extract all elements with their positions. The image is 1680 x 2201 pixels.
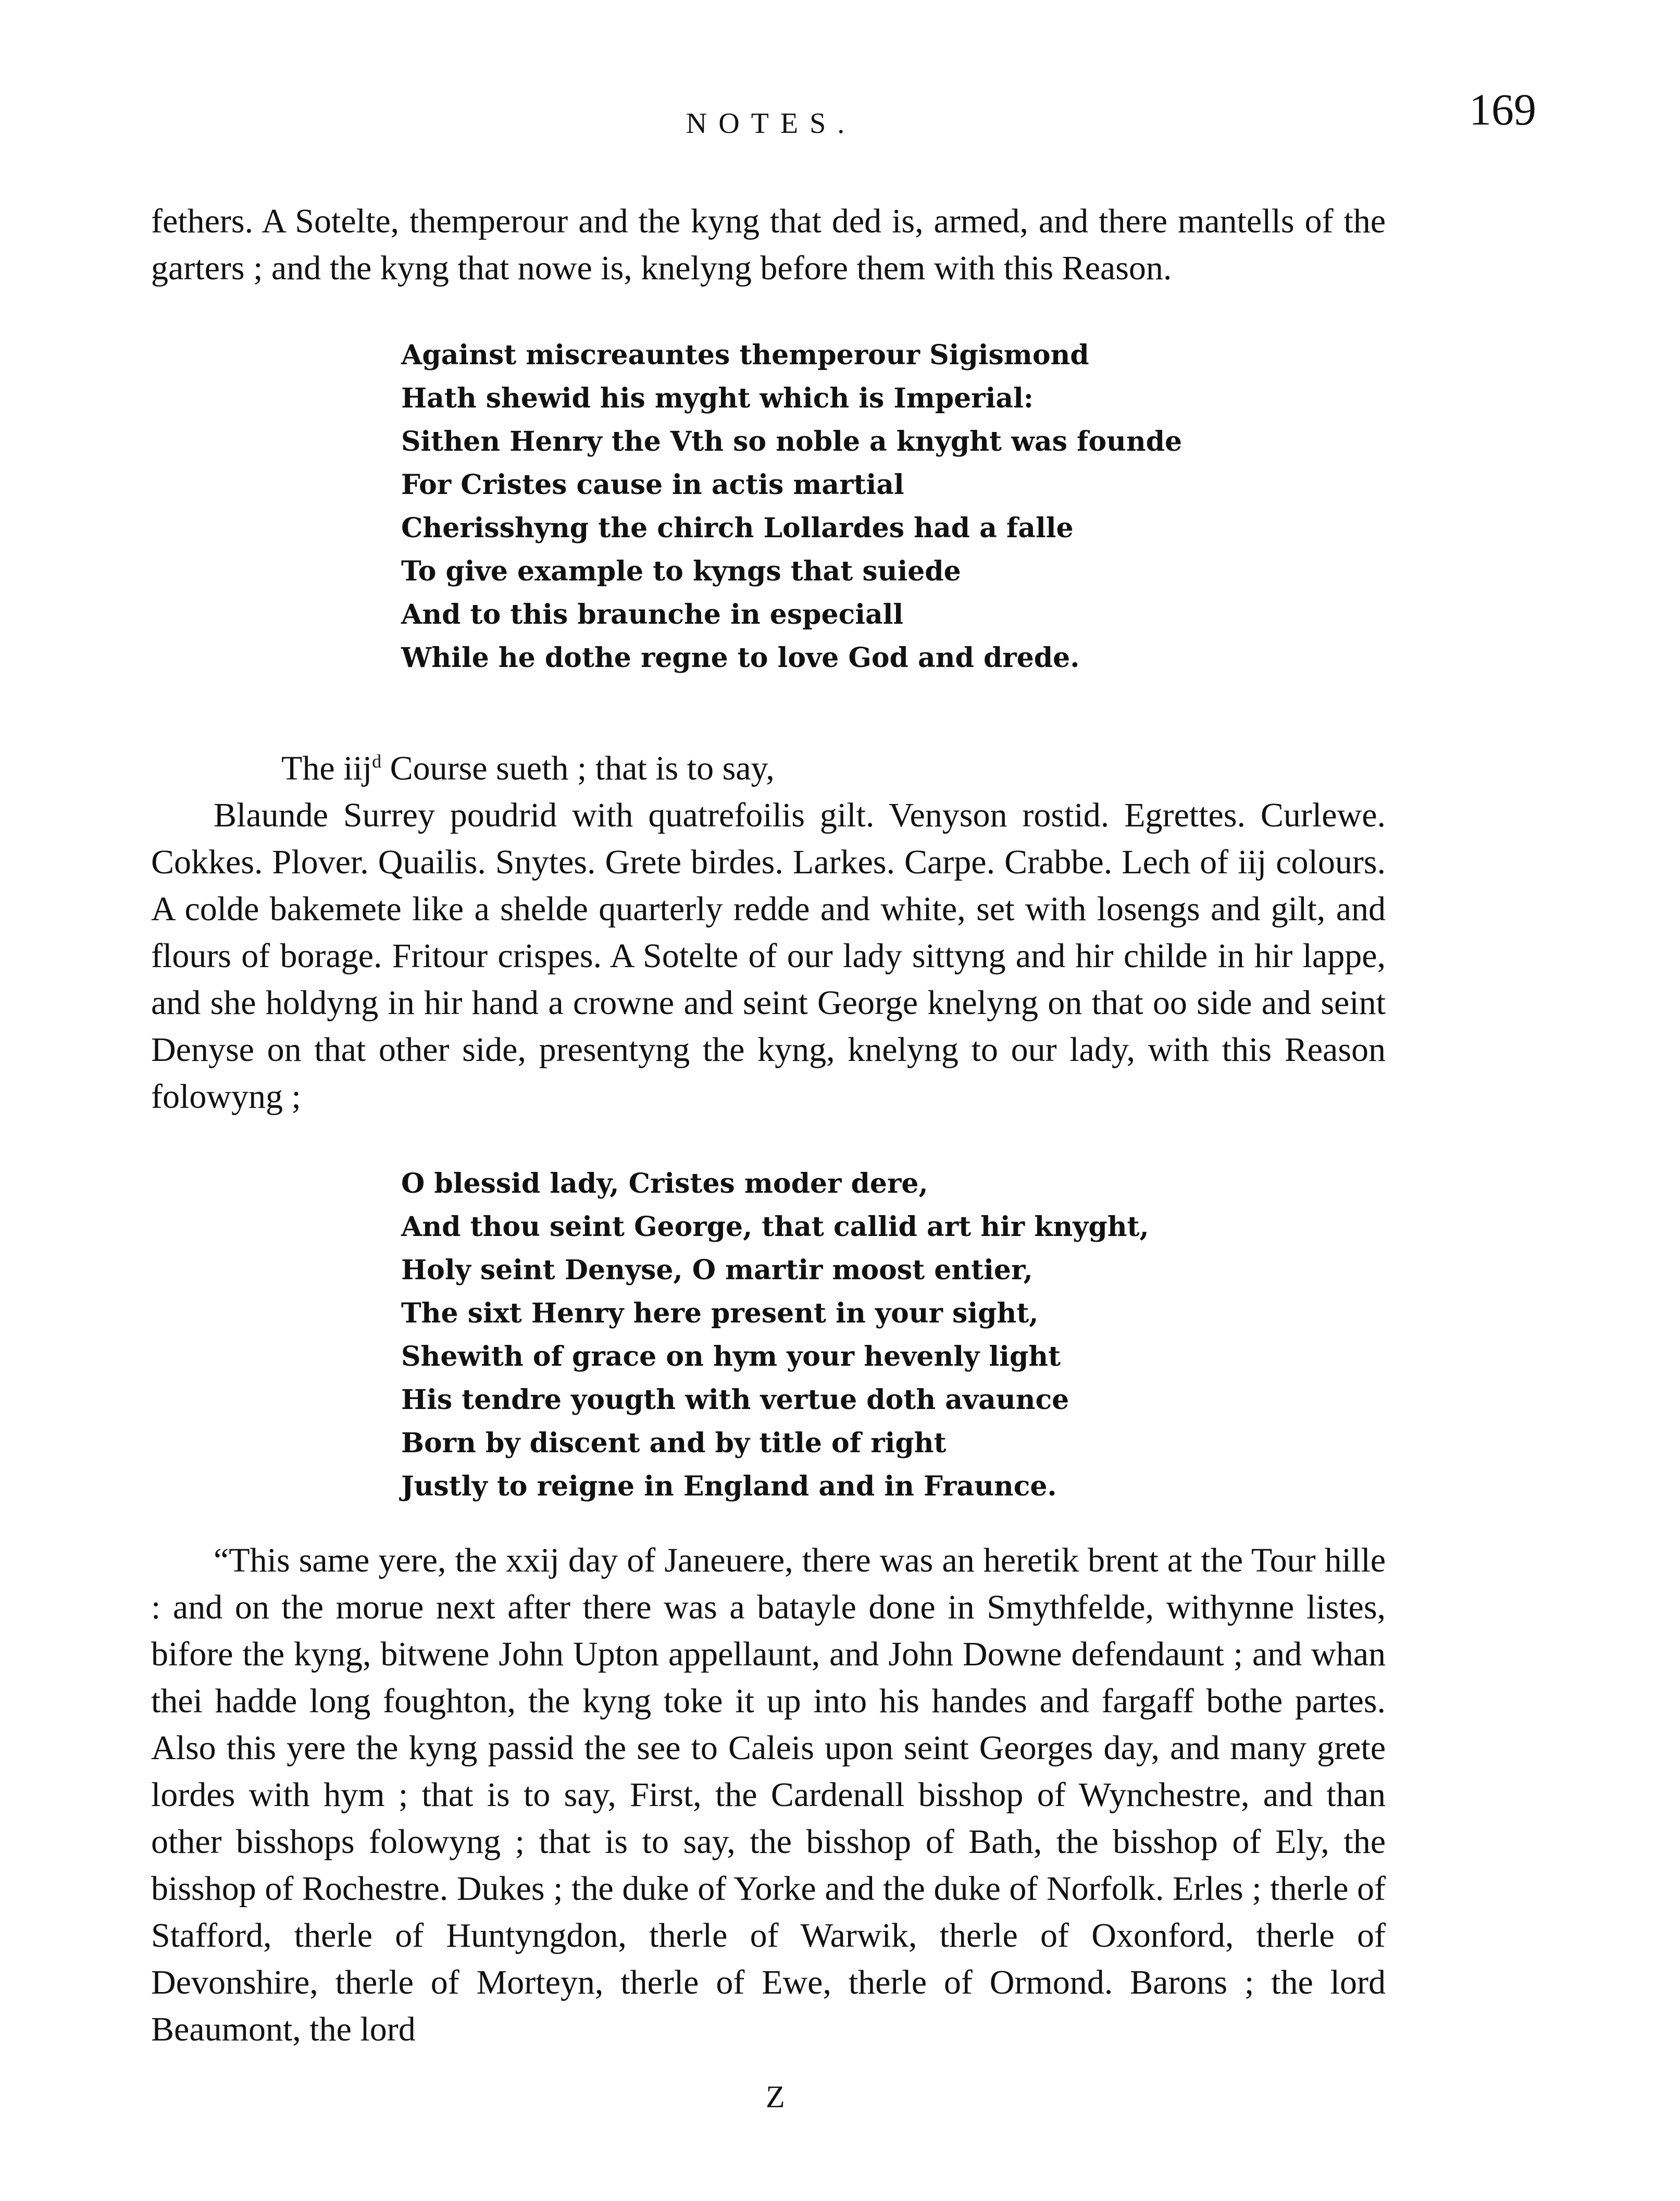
course-lead-end: Course sueth ; that is to say, <box>381 749 775 787</box>
course-text: Blaunde Surrey poudrid with quatrefoilis gilt. Venyson rostid. Egrettes. Curlewe. Cokkes. Plover. Quailis. Snytes. Grete birdes. Larkes. Carpe. Crabbe. Lech of iij colours. A colde bakemete like a shelde quarterly redde and white, set with losengs and gilt, and flours of borage. Fritour crispes. A Sotelte of our lady sittyng and hir childe in hir lappe, and she holdyng in hir hand a crowne and seint George knelyng on that oo side and seint Denyse on that other side, presentyng the kyng, knelyng to our lady, with this Reason folowyng ; <box>151 796 1386 1116</box>
verse-line: And to this braunche in especiall <box>401 599 904 630</box>
verse-line: While he dothe regne to love God and drede. <box>401 642 1080 674</box>
intro-paragraph <box>151 198 1386 292</box>
course-lead-superscript: d <box>372 751 382 772</box>
closing-text: “This same yere, the xxij day of Janeuere, there was an heretik brent at the Tour hille : and on the morue next after there was a batayle done in Smythfelde, withynne listes, bifore the kyng, bitwene John Upton appellaunt, and John Downe defendaunt ; and whan thei hadde long foughton, the kyng toke it up into his handes and fargaff bothe partes. Also this yere the kyng passid the see to Caleis upon seint Georges day, and many grete lordes with hym ; that is to say, First, the Cardenall bisshop of Wynchestre, and than other bisshops folowyng ; that is to say, the bisshop of Bath, the bisshop of Ely, the bisshop of Rochestre. Dukes ; the duke of Yorke and the duke of Norfolk. Erles ; therle of Stafford, therle of Huntyngdon, therle of Warwik, therle of Oxonford, therle of Devonshire, therle of Morteyn, therle of Ewe, therle of Ormond. Barons ; the lord Beaumont, the lord <box>151 1541 1386 2048</box>
verse-line: For Cristes cause in actis martial <box>401 469 904 501</box>
verse-line: His tendre yougth with vertue doth avaunce <box>401 1384 1069 1416</box>
verse-line: To give example to kyngs that suiede <box>401 555 961 587</box>
running-title: NOTES. <box>686 107 856 140</box>
verse-line: Born by discent and by title of right <box>401 1427 947 1459</box>
verse-line: Hath shewid his myght which is Imperial: <box>401 382 1034 414</box>
verse-reason-two <box>401 1162 1339 1508</box>
verse-line: Cherisshyng the chirch Lollardes had a falle <box>401 512 1074 544</box>
signature-mark: Z <box>766 2080 785 2114</box>
verse-line: Justly to reigne in England and in Fraunce. <box>401 1470 1057 1502</box>
verse-line: Shewith of grace on hym your hevenly light <box>401 1341 1061 1372</box>
verse-line: Sithen Henry the Vth so noble a knyght was founde <box>401 426 1183 457</box>
course-lead-start: The iij <box>281 749 372 787</box>
course-paragraph <box>151 745 1386 1120</box>
verse-line: The sixt Henry here present in your sight, <box>401 1297 1039 1329</box>
verse-line: Holy seint Denyse, O martir moost entier, <box>401 1254 1033 1286</box>
intro-text: fethers. A Sotelte, themperour and the kyng that ded is, armed, and there mantells of the garters ; and the kyng that nowe is, knelyng before them with this Reason. <box>151 202 1386 287</box>
closing-paragraph <box>151 1537 1386 2053</box>
verse-line: Against miscreauntes themperour Sigismond <box>401 339 1089 371</box>
course-lead <box>151 745 1386 792</box>
verse-line: O blessid lady, Cristes moder dere, <box>401 1168 928 1200</box>
verse-line: And thou seint George, that callid art hir knyght, <box>401 1211 1149 1243</box>
verse-reason-one <box>401 333 1339 679</box>
page-number: 169 <box>1469 84 1536 134</box>
